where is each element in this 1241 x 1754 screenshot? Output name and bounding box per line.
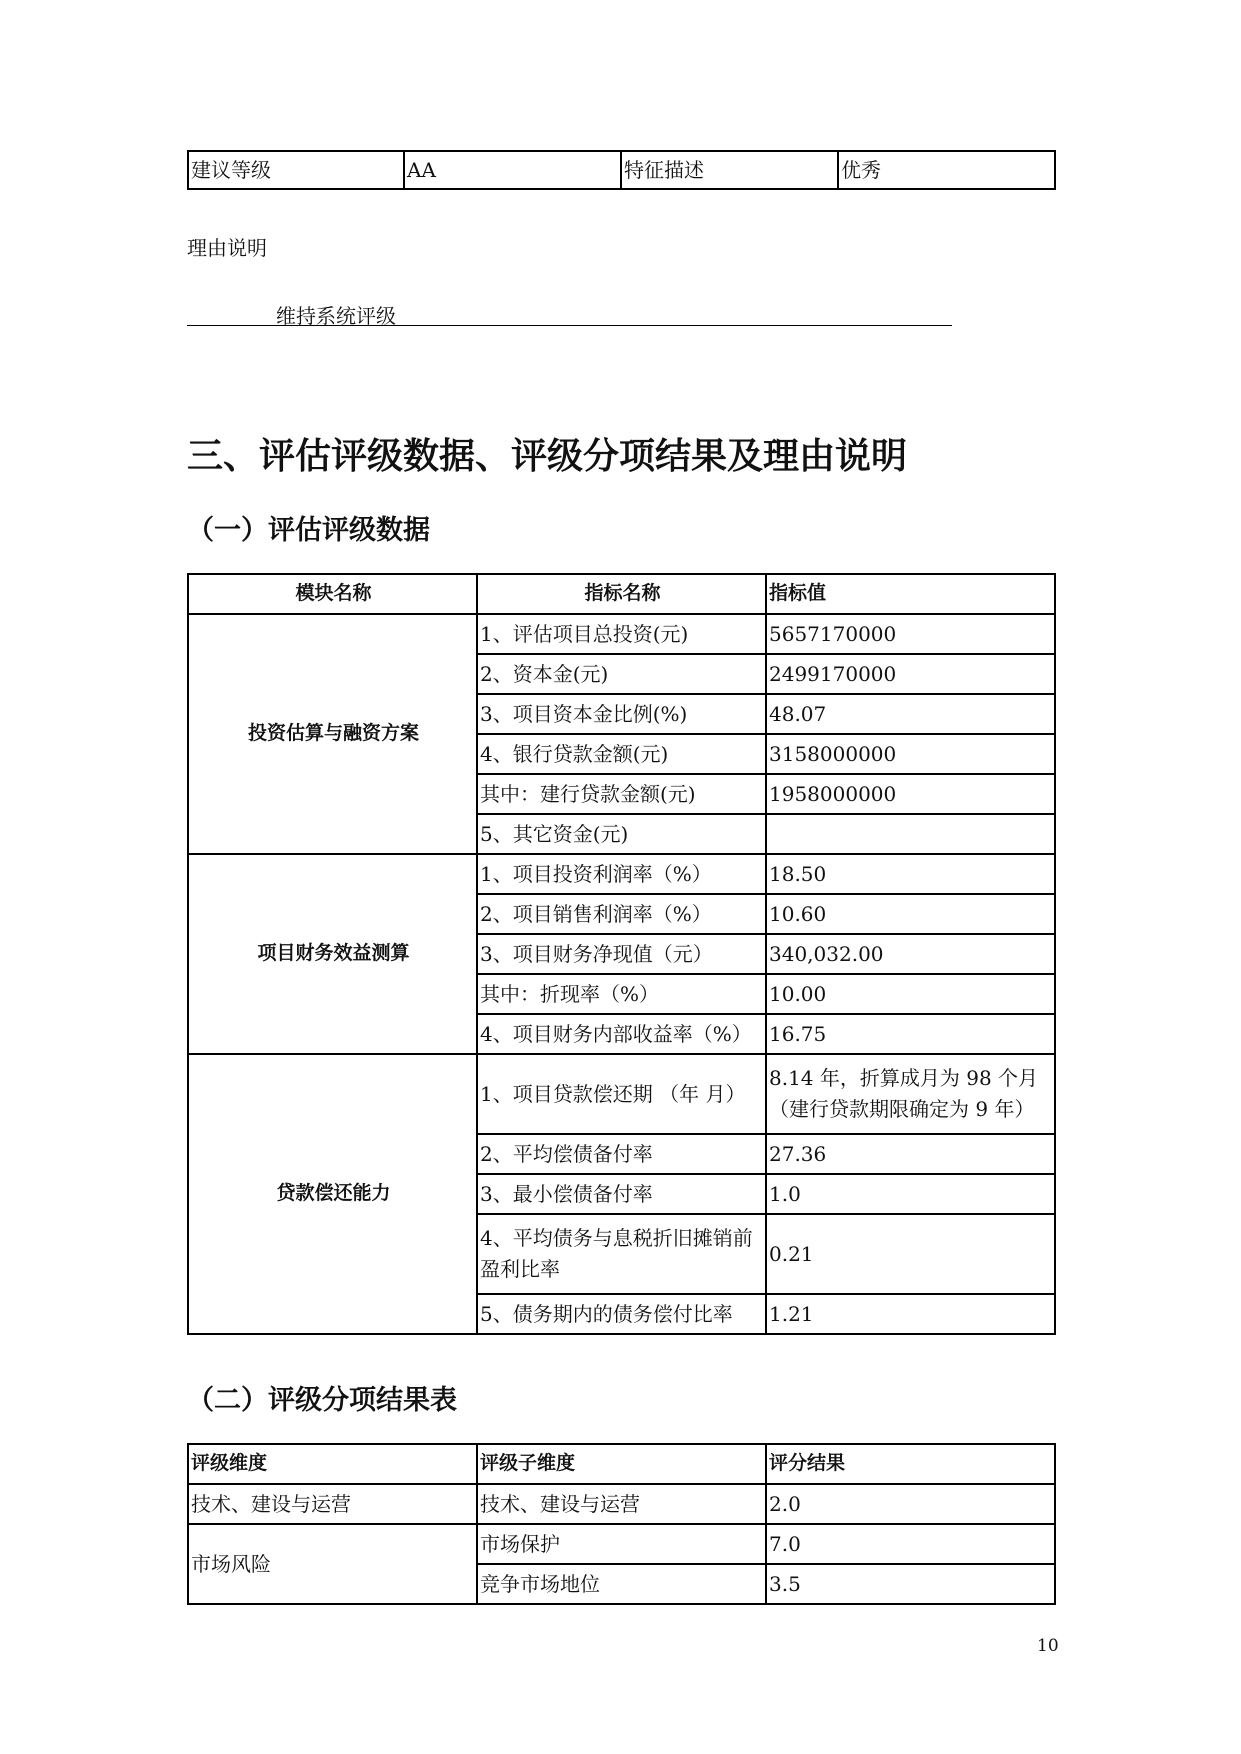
indicator-value: 2499170000 bbox=[766, 654, 1055, 694]
rating-row bbox=[188, 151, 1055, 189]
header-module: 模块名称 bbox=[188, 574, 477, 614]
header-dimension: 评级维度 bbox=[188, 1444, 477, 1484]
header-score: 评分结果 bbox=[766, 1444, 1055, 1484]
score-cell: 7.0 bbox=[766, 1524, 1055, 1564]
indicator-name: 其中：折现率（%） bbox=[477, 974, 766, 1014]
indicator-value: 5657170000 bbox=[766, 614, 1055, 654]
desc-value: 优秀 bbox=[838, 151, 1055, 189]
indicator-name: 其中：建行贷款金额(元) bbox=[477, 774, 766, 814]
indicator-value: 27.36 bbox=[766, 1134, 1055, 1174]
indicator-value: 1.0 bbox=[766, 1174, 1055, 1214]
indicator-name: 4、平均债务与息税折旧摊销前盈利比率 bbox=[477, 1214, 766, 1294]
indicator-name: 3、项目资本金比例(%) bbox=[477, 694, 766, 734]
module-cell: 项目财务效益测算 bbox=[188, 854, 477, 1054]
indicator-name: 3、最小偿债备付率 bbox=[477, 1174, 766, 1214]
indicator-value: 18.50 bbox=[766, 854, 1055, 894]
header-indicator: 指标名称 bbox=[477, 574, 766, 614]
sub2-title: （二）评级分项结果表 bbox=[187, 1385, 457, 1416]
indicator-value: 0.21 bbox=[766, 1214, 1055, 1294]
reason-underline bbox=[187, 325, 952, 326]
subdimension-cell: 竞争市场地位 bbox=[477, 1564, 766, 1604]
data-table bbox=[187, 573, 1056, 1335]
table-row bbox=[188, 1054, 1055, 1134]
table-row bbox=[188, 1484, 1055, 1524]
subdimension-cell: 技术、建设与运营 bbox=[477, 1484, 766, 1524]
indicator-name: 4、项目财务内部收益率（%） bbox=[477, 1014, 766, 1054]
rating-label: 建议等级 bbox=[188, 151, 404, 189]
score-cell: 3.5 bbox=[766, 1564, 1055, 1604]
indicator-name: 5、债务期内的债务偿付比率 bbox=[477, 1294, 766, 1334]
indicator-value: 3158000000 bbox=[766, 734, 1055, 774]
dimension-cell: 市场风险 bbox=[188, 1524, 477, 1604]
indicator-value: 340,032.00 bbox=[766, 934, 1055, 974]
module-cell: 投资估算与融资方案 bbox=[188, 614, 477, 854]
indicator-value bbox=[766, 814, 1055, 854]
indicator-value: 1.21 bbox=[766, 1294, 1055, 1334]
indicator-value: 48.07 bbox=[766, 694, 1055, 734]
rating-table bbox=[187, 150, 1056, 190]
indicator-value: 10.60 bbox=[766, 894, 1055, 934]
indicator-value: 10.00 bbox=[766, 974, 1055, 1014]
indicator-name: 2、项目销售利润率（%） bbox=[477, 894, 766, 934]
header-value: 指标值 bbox=[766, 574, 1055, 614]
page-number: 10 bbox=[1037, 1636, 1059, 1656]
dimension-cell: 技术、建设与运营 bbox=[188, 1484, 477, 1524]
table-row bbox=[188, 614, 1055, 654]
header-subdimension: 评级子维度 bbox=[477, 1444, 766, 1484]
score-cell: 2.0 bbox=[766, 1484, 1055, 1524]
indicator-name: 1、项目投资利润率（%） bbox=[477, 854, 766, 894]
subdimension-cell: 市场保护 bbox=[477, 1524, 766, 1564]
table-row bbox=[188, 854, 1055, 894]
indicator-name: 5、其它资金(元) bbox=[477, 814, 766, 854]
indicator-name: 3、项目财务净现值（元） bbox=[477, 934, 766, 974]
indicator-value: 16.75 bbox=[766, 1014, 1055, 1054]
reason-label: 理由说明 bbox=[187, 236, 267, 260]
reason-text: 维持系统评级 bbox=[276, 304, 396, 328]
indicator-value: 1958000000 bbox=[766, 774, 1055, 814]
indicator-value: 8.14 年，折算成月为 98 个月（建行贷款期限确定为 9 年） bbox=[766, 1054, 1055, 1134]
section-title: 三、评估评级数据、评级分项结果及理由说明 bbox=[187, 436, 908, 477]
table-row bbox=[188, 1524, 1055, 1564]
rating-grade: AA bbox=[404, 151, 621, 189]
desc-label: 特征描述 bbox=[621, 151, 838, 189]
indicator-name: 1、评估项目总投资(元) bbox=[477, 614, 766, 654]
module-cell: 贷款偿还能力 bbox=[188, 1054, 477, 1334]
table-header-row bbox=[188, 574, 1055, 614]
indicator-name: 4、银行贷款金额(元) bbox=[477, 734, 766, 774]
indicator-name: 2、资本金(元) bbox=[477, 654, 766, 694]
score-table bbox=[187, 1443, 1056, 1605]
table-header-row bbox=[188, 1444, 1055, 1484]
indicator-name: 2、平均偿债备付率 bbox=[477, 1134, 766, 1174]
sub1-title: （一）评估评级数据 bbox=[187, 515, 430, 546]
indicator-name: 1、项目贷款偿还期 （年 月） bbox=[477, 1054, 766, 1134]
